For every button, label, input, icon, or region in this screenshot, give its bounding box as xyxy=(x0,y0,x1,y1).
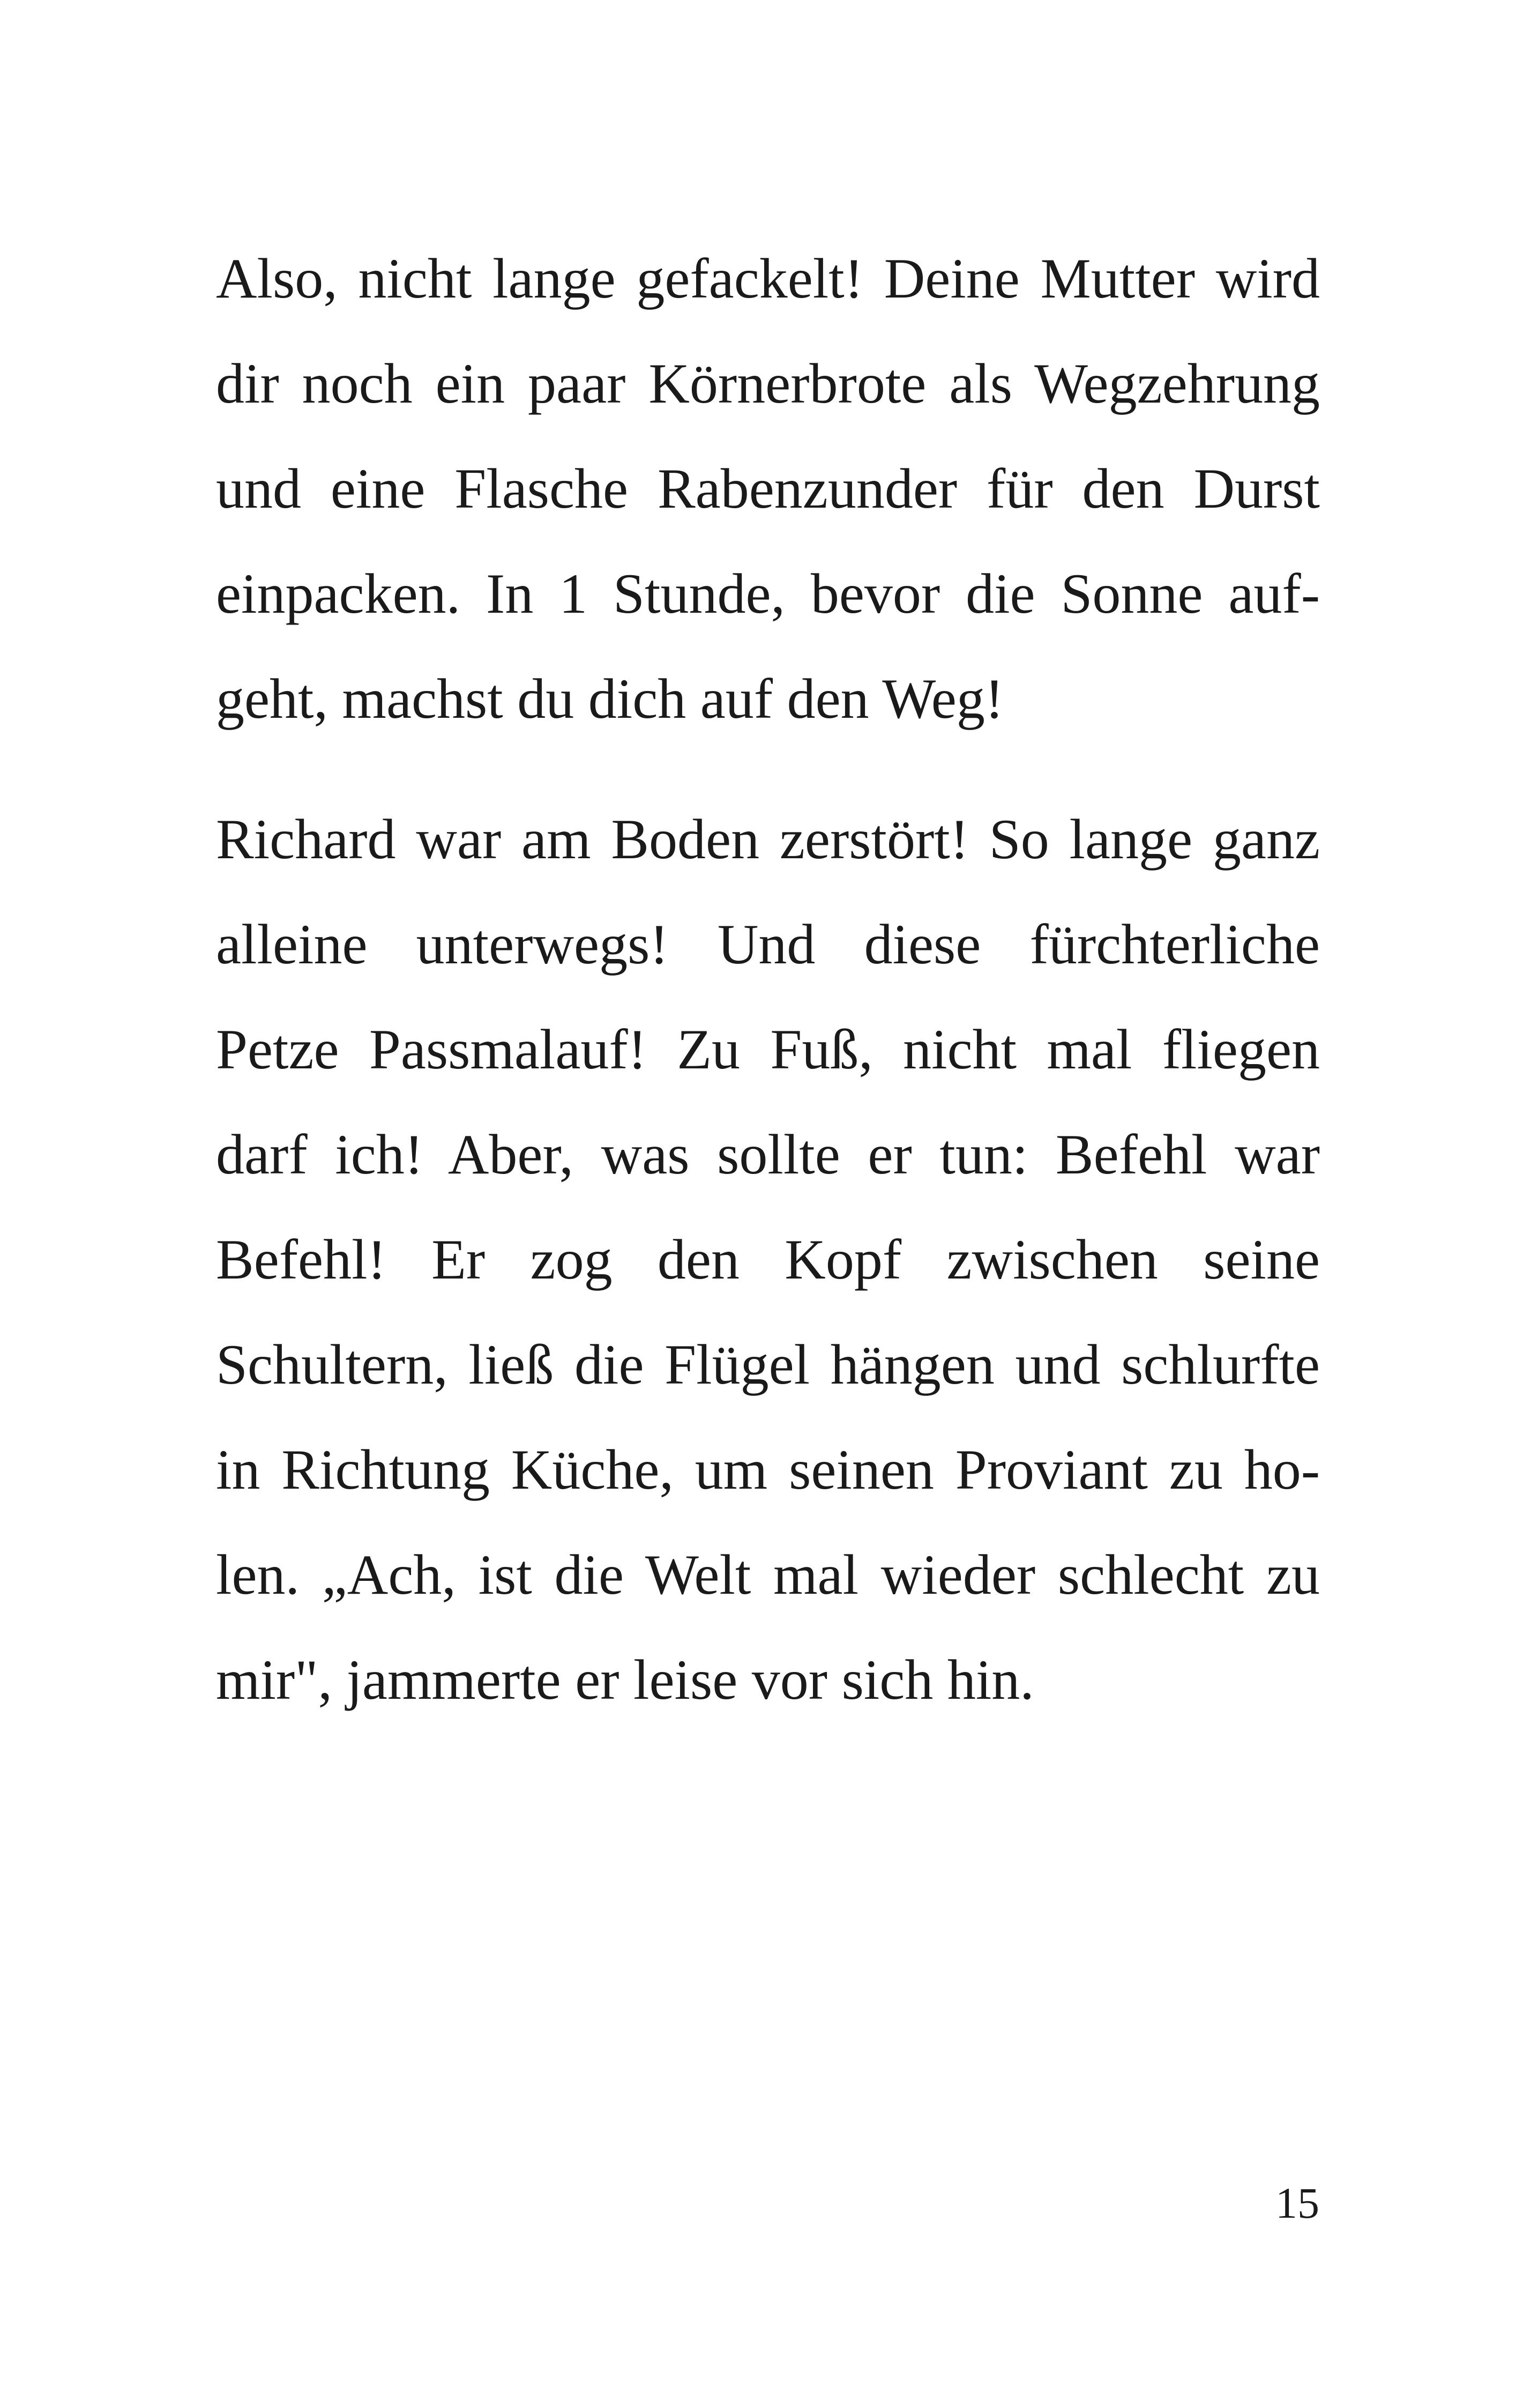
text-line: und eine Flasche Rabenzunder für den Durst xyxy=(216,457,1320,520)
text-line: alleine unterwegs! Und diese fürchterliche xyxy=(216,913,1320,976)
text-line: dir noch ein paar Körnerbrote als Wegzehrung xyxy=(216,352,1320,415)
text-line: Petze Passmalauf! Zu Fuß, nicht mal fliegen xyxy=(216,1018,1320,1081)
text-line: Also, nicht lange gefackelt! Deine Mutter wird xyxy=(216,247,1320,310)
text-line: in Richtung Küche, um seinen Proviant zu ho- xyxy=(216,1438,1320,1501)
paragraph-2 xyxy=(216,787,1320,1733)
text-line: mir", jammerte er leise vor sich hin. xyxy=(216,1648,1034,1711)
text-line: len. „Ach, ist die Welt mal wieder schlecht zu xyxy=(216,1543,1320,1606)
text-line: Befehl! Er zog den Kopf zwischen seine xyxy=(216,1228,1320,1291)
page-number: 15 xyxy=(1275,2179,1319,2227)
text-line: einpacken. In 1 Stunde, bevor die Sonne auf- xyxy=(216,562,1320,625)
paragraph-1 xyxy=(216,226,1320,752)
text-line: darf ich! Aber, was sollte er tun: Befehl war xyxy=(216,1123,1320,1186)
text-line: Schultern, ließ die Flügel hängen und schlurfte xyxy=(216,1333,1320,1396)
text-line: Richard war am Boden zerstört! So lange ganz xyxy=(216,808,1320,871)
text-line: geht, machst du dich auf den Weg! xyxy=(216,667,1004,730)
